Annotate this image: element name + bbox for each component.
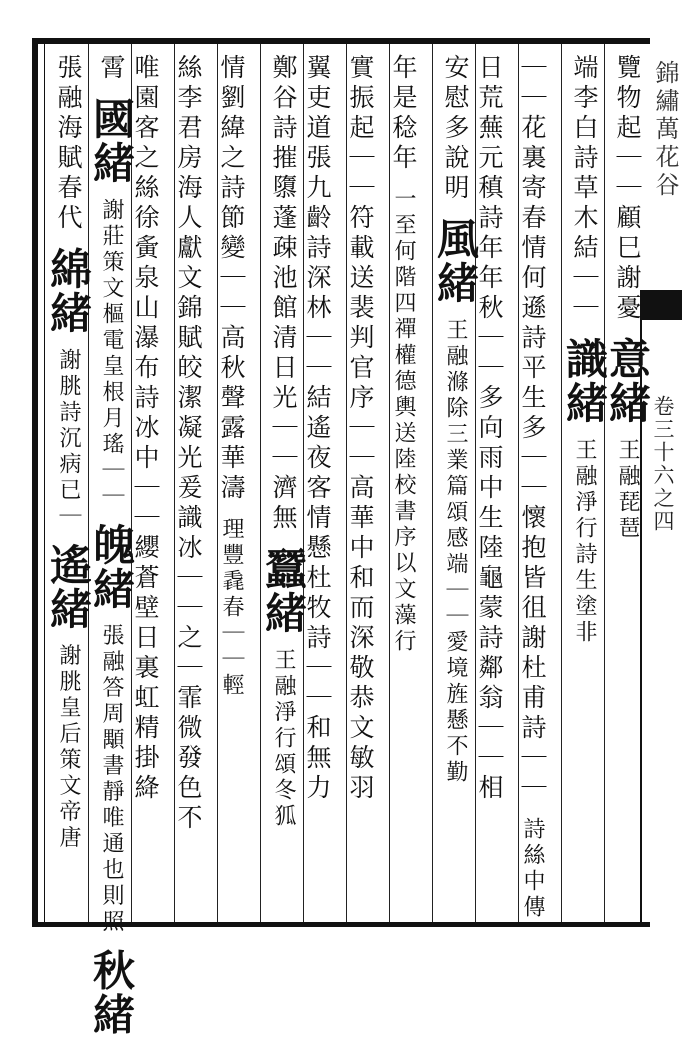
- column-text: 謝朓皇后策文帝唐: [56, 643, 81, 852]
- entry-heading: 遙緒: [44, 542, 93, 631]
- column-text: 唯園客之絲徐夤泉山瀑布詩冰中｜｜纓蒼壁日裏虹精掛絳: [131, 54, 160, 804]
- column-text: 日荒蕪元稹詩年年秋｜｜多向雨中生陸龜蒙詩鄰翁｜｜相: [475, 54, 504, 804]
- column-text: 張融答周顒書靜唯通也則照: [99, 623, 124, 936]
- column-text: 年是稔年: [389, 54, 418, 174]
- frame-inner-line: [44, 44, 45, 922]
- column-text: 安慰多說明: [441, 54, 470, 204]
- column-text: 詩絲中傳: [520, 816, 545, 921]
- text-column-10: [219, 54, 244, 699]
- frame-left-border: [32, 38, 38, 927]
- column-text: 情劉緯之詩節變｜｜高秋聲露華濤: [217, 54, 246, 504]
- text-column-1: [603, 54, 652, 542]
- column-text: 理豐毳春｜｜輕: [219, 516, 244, 699]
- margin-juan-label: 卷三十六之四: [651, 395, 675, 533]
- text-column-3: [520, 54, 545, 921]
- column-text: 霄: [97, 54, 126, 84]
- text-column-12: [133, 54, 158, 804]
- column-text: 謝朓詩沉病已｜: [56, 347, 81, 530]
- text-column-13: [87, 54, 136, 1037]
- text-column-2: [560, 54, 609, 646]
- entry-heading: 國緒: [87, 96, 136, 185]
- column-text: 絲李君房海人獻文錦賦皎潔凝光爰識冰｜｜之｜霏微發色不: [174, 54, 203, 834]
- text-column-4: [477, 54, 502, 804]
- column-text: 王融淨行詩生塗非: [572, 437, 597, 646]
- text-column-14: [44, 54, 93, 852]
- column-text: 端李白詩草木結｜｜: [570, 54, 599, 324]
- column-text: 王融琵琶: [615, 437, 640, 542]
- text-column-5: [431, 54, 480, 786]
- column-text: 實振起｜｜符載送裴判官序｜｜高華中和而深敬恭文敏羽: [346, 54, 375, 804]
- entry-heading: 魄緒: [87, 522, 136, 611]
- column-text: 謝莊策文樞電皇根月瑤｜｜: [99, 197, 124, 510]
- entry-heading: 綿緒: [44, 246, 93, 335]
- column-rule: [561, 44, 562, 922]
- column-text: 張融海賦春代: [54, 54, 83, 234]
- text-column-7: [348, 54, 373, 804]
- text-column-6: [391, 54, 416, 655]
- column-text: 鄭谷詩摧隳蓬疎池館清日光｜｜濟無: [269, 54, 298, 534]
- text-column-9: [259, 54, 308, 830]
- column-text: 王融淨行頌冬狐: [271, 647, 296, 830]
- column-text: 王融滌除三業篇頌感端｜｜愛境旌懸不勤: [443, 317, 468, 786]
- column-text: 覽物起｜｜顧巳謝憂: [613, 54, 642, 324]
- column-text: ｜｜花裏寄春情何遜詩平生多｜｜懷抱皆徂謝杜甫詩｜｜: [518, 54, 547, 804]
- entry-heading: 識緒: [560, 336, 609, 425]
- frame-top-border: [32, 38, 650, 44]
- text-column-8: [305, 54, 330, 804]
- margin-book-title: 錦繡萬花谷: [651, 60, 679, 200]
- entry-heading: 意緒: [603, 336, 652, 425]
- column-rule: [432, 44, 433, 922]
- entry-heading: 風緒: [431, 216, 480, 305]
- column-text: 翼吏道張九齡詩深林｜｜結遙夜客情懸杜牧詩｜｜和無力: [303, 54, 332, 804]
- entry-heading: 蠶緒: [259, 546, 308, 635]
- column-rule: [260, 44, 261, 922]
- text-column-11: [176, 54, 201, 834]
- entry-heading: 秋緒: [87, 948, 136, 1037]
- column-text: 一至何階四禪權德輿送陸校書序以文藻行: [391, 186, 416, 655]
